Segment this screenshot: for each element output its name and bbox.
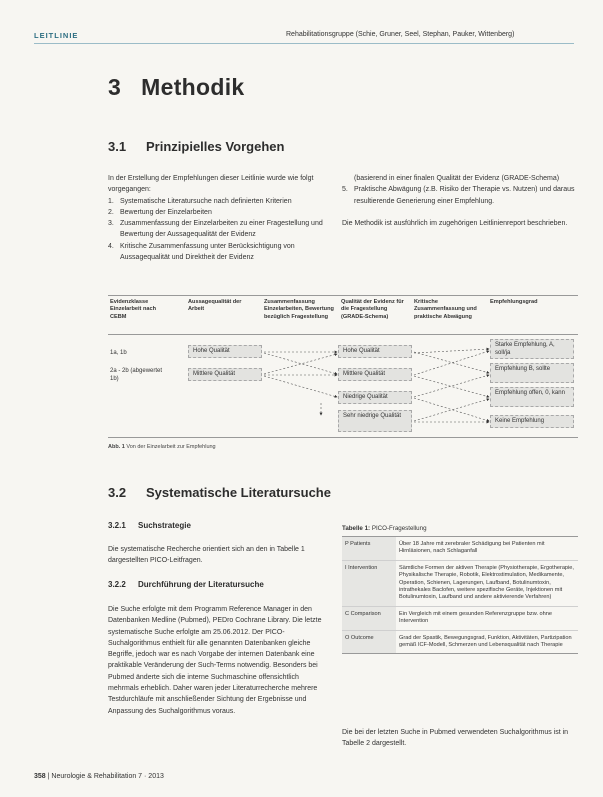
table-value: Über 18 Jahre mit zerebraler Schädigung bei Patienten mit Hirnläsionen, nach Schlaganfall [396, 537, 578, 561]
table-key: P Patients [342, 537, 396, 561]
chapter-title-text: Methodik [141, 74, 245, 100]
evidence-quality-box: Hohe Qualität [338, 345, 412, 358]
column-header: Empfehlungsgrad [490, 299, 538, 305]
section-heading-3-1 [108, 139, 284, 154]
table-row [342, 537, 578, 561]
list-item: 2. Bewertung der Einzelarbeiten [108, 208, 212, 216]
table-row [342, 606, 578, 630]
list-item: 1. Systematische Literatursuche nach definierten Kriterien [108, 197, 292, 205]
search-procedure-paragraph: Die Suche erfolgte mit dem Programm Reference Manager in den Datenbanken Medline (Pubmed), PEDro Cochrane Library. Die letzte systematische Suche erfolgte am 25.06.2012. Der PICO-Suchalgorithmus enthielt für alle genannten Datenbanken gleiche Begriffe, jedoch war es nach Vorgabe der internen Datenbank eine praktikable Veränderung der Such-Terms notwendig. Besonders bei Pubmed änderte sich die interne Suchmaschine offensichtlich mehrmals erheblich. Daher waren jeder Literaturrecherche mehrere Testdurchläufe mit anschließender Sichtung der Ergebnisse und Anpassung des Suchalgorithmus voraus. [108, 606, 322, 715]
table-followup-paragraph: Die bei der letzten Suche in Pubmed verwendeten Suchalgorithmus ist in Tabelle 2 dargestellt. [342, 729, 569, 748]
chapter-number: 3 [108, 74, 122, 100]
search-strategy-paragraph: Die systematische Recherche orientiert sich an den in Tabelle 1 dargestellten PICO-Leitfragen. [108, 546, 305, 565]
evidence-quality-box: Niedrige Qualität [338, 391, 412, 404]
chapter-title [108, 74, 245, 101]
subsection-heading-3-2-2: 3.2.2 Durchführung der Literatursuche [108, 580, 264, 589]
table-key: I Intervention [342, 560, 396, 606]
pico-table [342, 536, 578, 654]
column-header: Qualität der Evidenz für die Fragestellung (GRADE-Schema) [341, 299, 404, 320]
column-header: Evidenzklasse Einzelarbeit nach CEBM [110, 299, 157, 320]
section-number: 3.1 [108, 139, 127, 154]
subsection-heading-3-2-1: 3.2.1 Suchstrategie [108, 521, 191, 530]
table-caption: Tabelle 1: PICO-Fragestellung [342, 525, 427, 532]
method-note: Die Methodik ist ausführlich im zugehörigen Leitlinienreport beschrieben. [342, 219, 568, 227]
steps-list [108, 196, 330, 264]
running-header-section: LEITLINIE [34, 31, 79, 40]
page-footer: 358 | Neurologie & Rehabilitation 7 · 2013 [34, 773, 164, 780]
table-row [342, 630, 578, 654]
section-3-1-right-column [342, 173, 578, 229]
cebm-class: 1a, 1b [110, 350, 127, 356]
recommendation-grade-box: Keine Empfehlung [490, 415, 574, 428]
page-number: 358 [34, 773, 46, 780]
column-header: Aussagequalität der Arbeit [188, 299, 242, 313]
figure-caption-text: Von der Einzelarbeit zur Empfehlung [126, 444, 216, 450]
figure-caption-label: Abb. 1 [108, 444, 125, 450]
recommendation-grade-box: Starke Empfehlung, A, soll/ja [490, 339, 574, 359]
list-item: 4. Kritische Zusammenfassung unter Berücksichtigung von Aussagequalität und Direktheit der Evidenz [108, 242, 295, 262]
figure-caption [108, 444, 216, 450]
evidence-quality-box: Sehr niedrige Qualität [338, 410, 412, 432]
steps-list-continued [342, 184, 578, 207]
journal-name: Neurologie & Rehabilitation 7 · 2013 [51, 773, 164, 780]
table-value: Sämtliche Formen der aktiven Therapie (Physiotherapie, Ergotherapie, Physikalische Therapie, Robotik, Elektrostimulation, Medikamente, Operation, Schienen, Lagerungen, Laufband, Botulinumtoxin, intrathekales Baclofen, weitere spezifische Geräte, Injektionen mit Botulinumtoxin, Laufband und andere aktivierende Verfahren) [396, 560, 578, 606]
list-continuation: (basierend in einer finalen Qualität der Evidenz (GRADE-Schema) [354, 175, 560, 182]
section-3-1-left-column [108, 173, 330, 263]
table-value: Ein Vergleich mit einem gesunden Referenzgruppe bzw. ohne Intervention [396, 606, 578, 630]
study-quality-box: Hohe Qualität [188, 345, 262, 358]
table-key: C Comparison [342, 606, 396, 630]
column-header: Kritische Zusammenfassung und praktische Abwägung [414, 299, 477, 320]
column-header: Zusammenfassung Einzelarbeiten, Bewertung bezüglich Fragestellung [264, 299, 334, 320]
cebm-class: 2a - 2b (abgewertet 1b) [110, 368, 163, 382]
table-key: O Outcome [342, 630, 396, 654]
study-quality-box: Mittlere Qualität [188, 368, 262, 381]
running-header-authors: Rehabilitationsgruppe (Schie, Gruner, Seel, Stephan, Pauker, Wittenberg) [286, 31, 515, 38]
table-row [342, 560, 578, 606]
recommendation-grade-box: Empfehlung offen, 0, kann [490, 387, 574, 407]
intro-paragraph: In der Erstellung der Empfehlungen dieser Leitlinie wurde wie folgt vorgegangen: [108, 175, 314, 194]
evidence-quality-box: Mittlere Qualität [338, 368, 412, 381]
flow-arrows [108, 295, 578, 438]
header-rule [34, 43, 574, 44]
section-title: Prinzipielles Vorgehen [146, 139, 285, 154]
section-number: 3.2 [108, 485, 127, 500]
list-item: 3. Zusammenfassung der Einzelarbeiten zu einer Fragestellung und Bewertung der Aussagequalität der Evidenz [108, 220, 323, 239]
section-title: Systematische Literatursuche [146, 485, 331, 500]
section-heading-3-2 [108, 485, 331, 500]
table-value: Grad der Spastik, Bewegungsgrad, Funktion, Aktivitäten, Partizipation gemäß ICF-Modell, Schmerzen und Lebensqualität nach Therapie [396, 630, 578, 654]
evidence-flow-figure [108, 295, 578, 438]
recommendation-grade-box: Empfehlung B, sollte [490, 363, 574, 383]
list-item: 5. Praktische Abwägung (z.B. Risiko der Therapie vs. Nutzen) und daraus resultierende Generierung einer Empfehlung. [342, 186, 575, 205]
